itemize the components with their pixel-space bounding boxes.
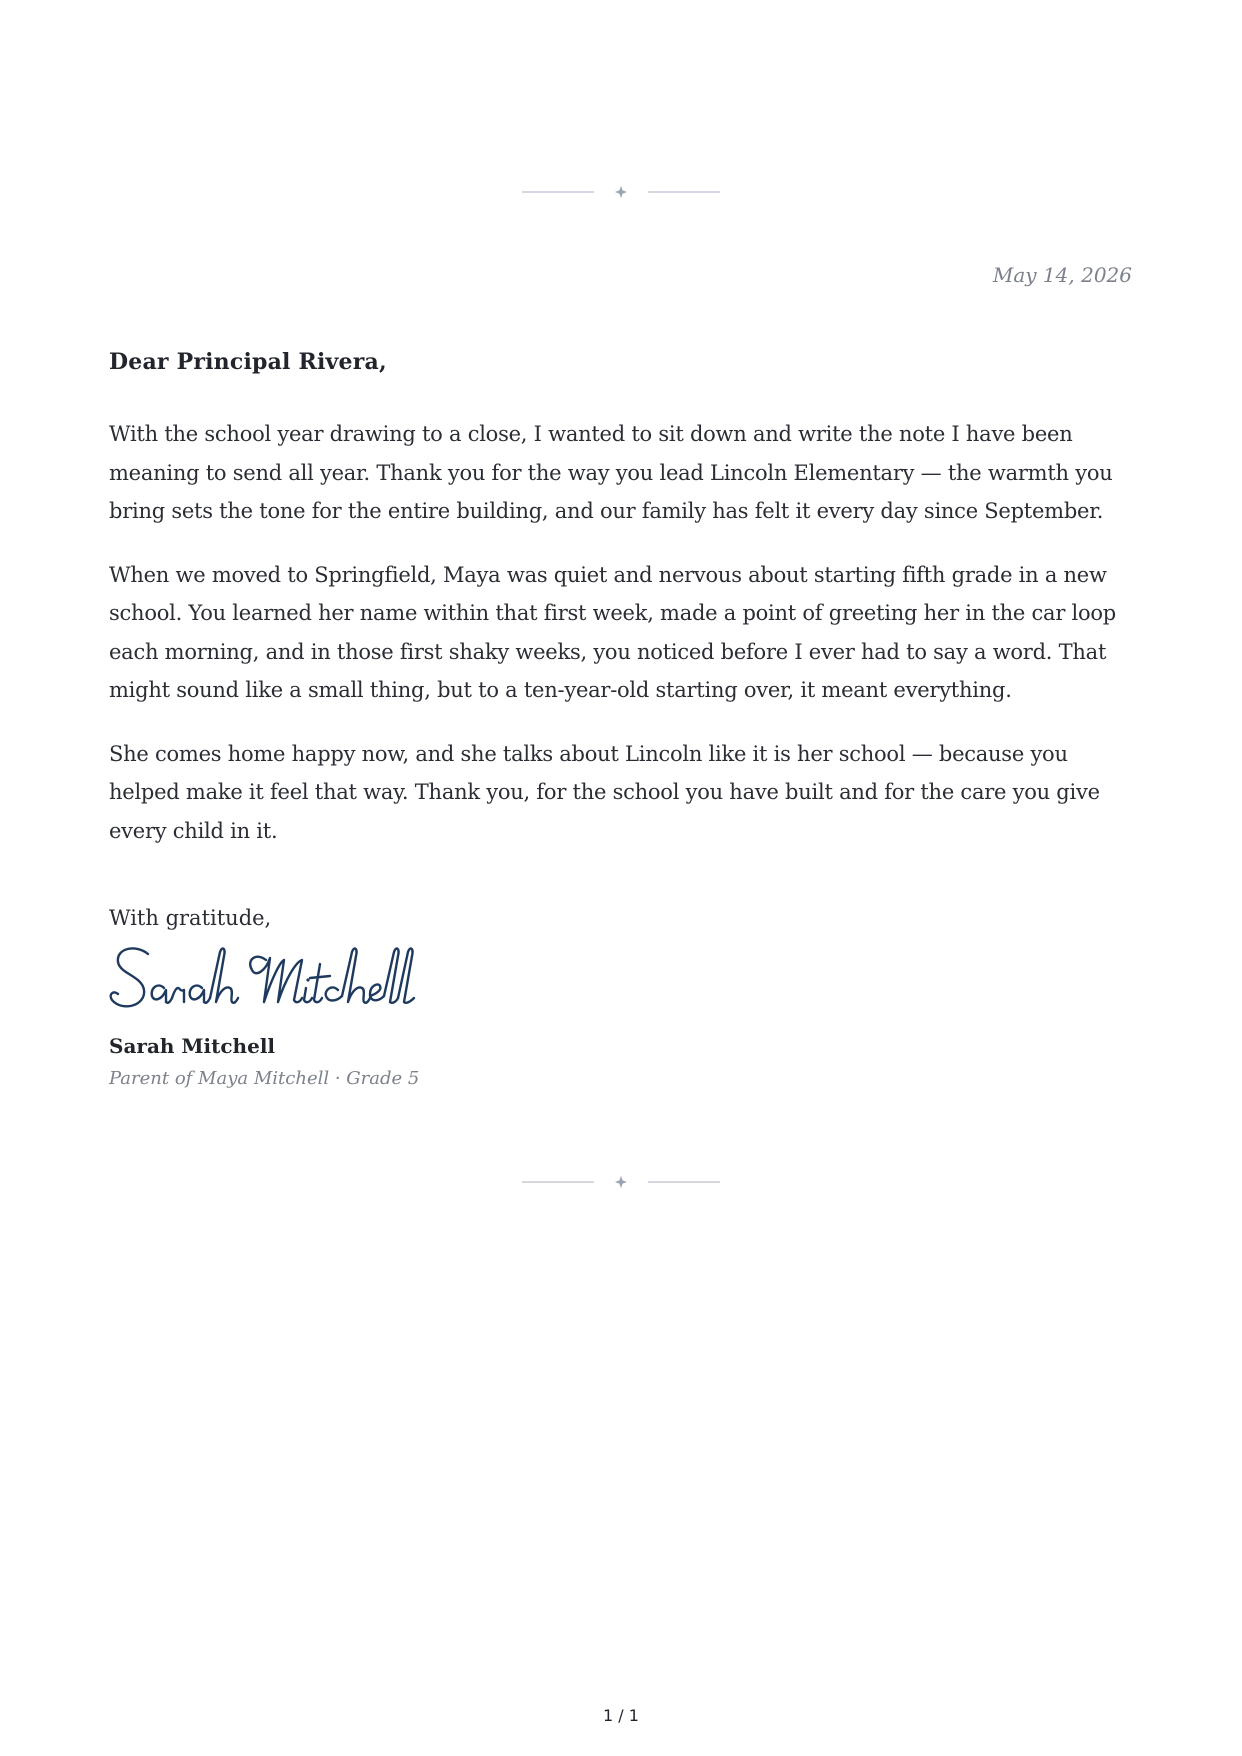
letter-body <box>109 415 1134 875</box>
bottom-divider-ornament <box>0 1172 1242 1192</box>
body-paragraph: When we moved to Springfield, Maya was quiet and nervous about starting fifth grade in a new school. You learned her name within that first week, made a point of greeting her in the car loop each morning, and in those first shaky weeks, you noticed before I ever had to say a word. That might sound like a small thing, but to a ten-year-old starting over, it meant everything. <box>109 562 1116 702</box>
page-number: 1 / 1 <box>603 1706 639 1725</box>
body-paragraph: She comes home happy now, and she talks about Lincoln like it is her school — because you helped make it feel that way. Thank you, for the school you have built and for the care you give every child in it. <box>109 741 1100 843</box>
closing-line: With gratitude, <box>109 906 272 930</box>
handwritten-signature <box>106 940 426 1024</box>
letter-date: May 14, 2026 <box>992 263 1132 287</box>
signature-icon <box>106 940 426 1020</box>
sparkle-divider-icon <box>521 1172 721 1192</box>
salutation: Dear Principal Rivera, <box>109 349 387 375</box>
signer-role: Parent of Maya Mitchell · Grade 5 <box>109 1068 420 1089</box>
body-paragraph: With the school year drawing to a close, I wanted to sit down and write the note I have been meaning to send all year. Thank you for the way you lead Lincoln Elementary — the warmth you bring sets the tone for the entire building, and our family has felt it every day since September. <box>109 422 1113 523</box>
sparkle-divider-icon <box>521 182 721 202</box>
signer-name: Sarah Mitchell <box>109 1034 276 1058</box>
top-divider-ornament <box>0 182 1242 202</box>
